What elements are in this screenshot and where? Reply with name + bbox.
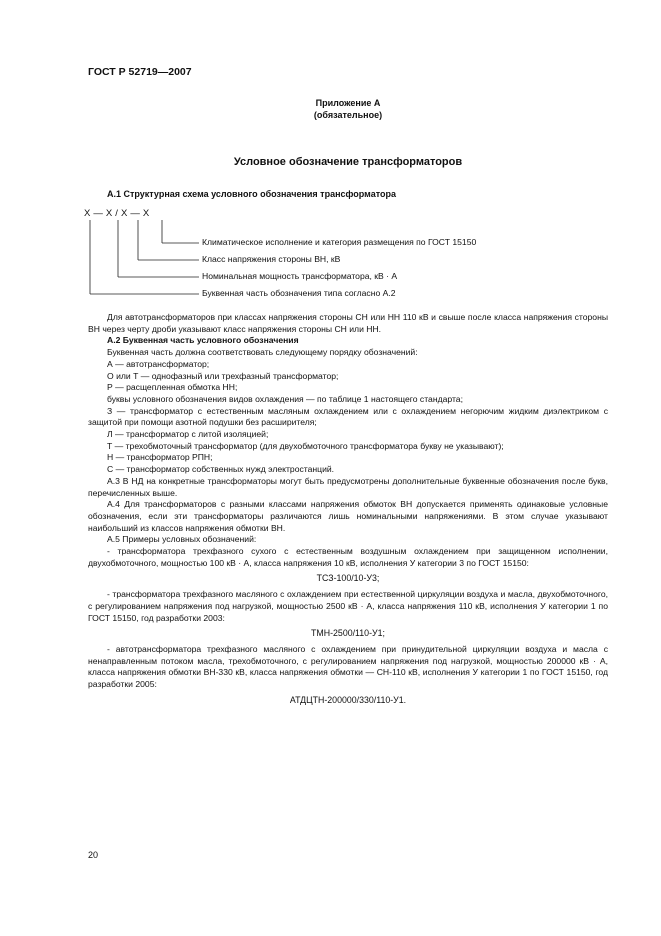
standard-header: ГОСТ Р 52719—2007: [88, 66, 192, 78]
page-title: Условное обозначение трансформаторов: [233, 156, 463, 168]
a2-item: буквы условного обозначения видов охлаждения — по таблице 1 настоящего стандарта;: [107, 393, 463, 404]
appendix-block: [88, 97, 608, 121]
a2-item: А — автотрансформатор;: [107, 358, 210, 369]
a2-item: Л — трансформатор с литой изоляцией;: [107, 429, 269, 440]
section-a1-heading: А.1 Структурная схема условного обозначения трансформатора: [107, 189, 396, 199]
appendix-status: (обязательное): [313, 110, 383, 120]
scheme-label-letters: Буквенная часть обозначения типа согласно А.2: [202, 288, 396, 298]
paragraph-autotransformer: Для автотрансформаторов при классах напряжения стороны СН или НН 110 кВ и свыше после класса напряжения стороны ВН через черту дроби указывают класс напряжения стороны СН или НН.: [88, 312, 608, 334]
scheme-formula: Х — Х / Х — Х: [84, 208, 150, 219]
a2-item: Н — трансформатор РПН;: [107, 452, 213, 463]
section-a2-heading: А.2 Буквенная часть условного обозначения: [107, 335, 299, 346]
example-1-text: - трансформатора трехфазного сухого с естественным воздушным охлаждением при защищенном исполнении, двухобмоточного, мощностью 100 кВ · А, класса напряжения 10 кВ, исполнения У категории 3 по ГОСТ 15150:: [88, 546, 608, 568]
page-number: 20: [88, 850, 99, 860]
a2-item: О или Т — однофазный или трехфазный трансформатор;: [107, 370, 339, 381]
section-a3: А.3 В НД на конкретные трансформаторы могут быть предусмотрены дополнительные буквенные обозначения после букв, перечисленных выше.: [88, 475, 608, 498]
section-a4: А.4 Для трансформаторов с разными классами напряжения обмоток ВН допускается применять одинаковые условные обозначения, если эти трансформаторы различаются лишь номинальными напряжениями. В этом случае указывают наибольший из классов напряжения обмотки ВН.: [88, 499, 608, 533]
scheme-label-climate: Климатическое исполнение и категория размещения по ГОСТ 15150: [202, 237, 477, 247]
example-2-text: - трансформатора трехфазного масляного с охлаждением при естественной циркуляции воздуха и масла, двухобмоточного, с регулированием напряжения под нагрузкой, мощностью 2500 кВ · А, класса напряжения 110 кВ, исполнения У категории 1 по ГОСТ 15150, год разработки 2003:: [88, 589, 608, 623]
example-1-code: ТСЗ-100/10-У3;: [316, 573, 380, 584]
section-a5-heading: А.5 Примеры условных обозначений:: [107, 534, 257, 545]
scheme-label-power: Номинальная мощность трансформатора, кВ · А: [202, 271, 398, 281]
appendix-label: Приложение А: [315, 98, 381, 108]
a2-item: Т — трехобмоточный трансформатор (для двухобмоточного трансформатора букву не указывают);: [107, 440, 504, 451]
document-body: [88, 312, 608, 711]
a2-item: С — трансформатор собственных нужд электростанций.: [107, 464, 335, 475]
a2-intro: Буквенная часть должна соответствовать следующему порядку обозначений:: [107, 347, 418, 358]
structural-scheme: [84, 204, 604, 304]
a2-item: З — трансформатор с естественным масляным охлаждением или с охлаждением негорючим жидким диэлектриком с защитой при помощи азотной подушки без расширителя;: [88, 405, 608, 428]
a2-item: Р — расщепленная обмотка НН;: [107, 382, 238, 393]
example-2-code: ТМН-2500/110-У1;: [311, 628, 385, 639]
scheme-label-voltage: Класс напряжения стороны ВН, кВ: [202, 254, 341, 264]
example-3-text: - автотрансформатора трехфазного масляного с охлаждением при принудительной циркуляции воздуха и масла с ненаправленным потоком масла, трехобмоточного, с регулированием напряжения под нагрузкой, мощностью 200000 кВ · А, класса напряжения обмотки ВН-330 кВ, класса напряжения обмотки — СН-110 кВ, исполнения У категории 1 по ГОСТ 15150, год разработки 2005:: [88, 643, 608, 690]
example-3-code: АТДЦТН-200000/330/110-У1.: [289, 694, 407, 705]
